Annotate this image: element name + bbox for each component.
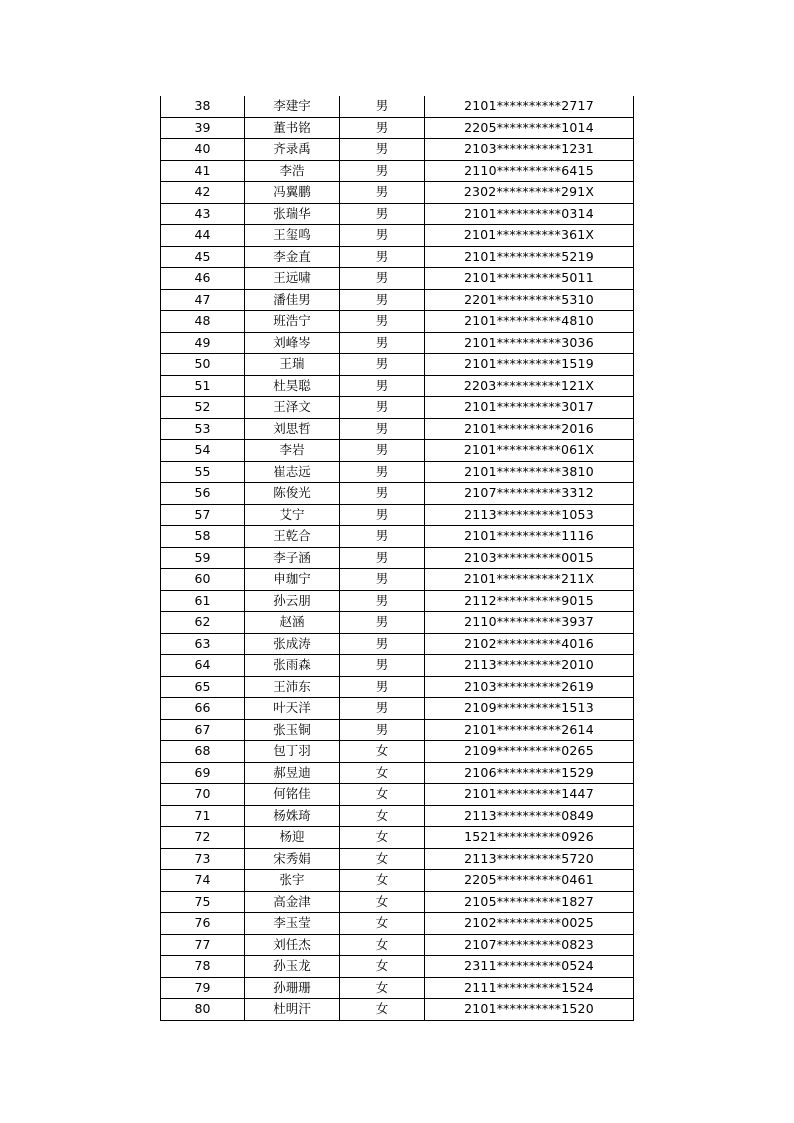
table-row [161,848,634,870]
name-cell: 高金津 [245,891,340,913]
gender-cell: 男 [340,569,425,591]
row-number-cell: 60 [161,569,245,591]
id-number-cell: 2101**********1520 [425,999,634,1021]
name-cell: 何铭佳 [245,784,340,806]
name-cell: 刘任杰 [245,934,340,956]
id-number-cell: 2101**********211X [425,569,634,591]
name-cell: 陈俊光 [245,483,340,505]
name-cell: 李子涵 [245,547,340,569]
name-cell: 王乾合 [245,526,340,548]
table-row [161,547,634,569]
name-cell: 张雨森 [245,655,340,677]
id-number-cell: 2106**********1529 [425,762,634,784]
name-cell: 王泽文 [245,397,340,419]
id-number-cell: 2110**********3937 [425,612,634,634]
gender-cell: 男 [340,418,425,440]
row-number-cell: 71 [161,805,245,827]
id-number-cell: 2105**********1827 [425,891,634,913]
name-cell: 孙珊珊 [245,977,340,999]
name-cell: 申珈宁 [245,569,340,591]
id-number-cell: 2101**********1447 [425,784,634,806]
row-number-cell: 45 [161,246,245,268]
table-row [161,762,634,784]
table-row [161,332,634,354]
row-number-cell: 40 [161,139,245,161]
name-cell: 郝昱迪 [245,762,340,784]
table-row [161,934,634,956]
id-number-cell: 2302**********291X [425,182,634,204]
table-row [161,225,634,247]
gender-cell: 男 [340,483,425,505]
name-cell: 李金直 [245,246,340,268]
table-row [161,182,634,204]
gender-cell: 男 [340,440,425,462]
row-number-cell: 51 [161,375,245,397]
gender-cell: 男 [340,719,425,741]
id-number-cell: 2101**********0314 [425,203,634,225]
table-row [161,977,634,999]
name-cell: 班浩宁 [245,311,340,333]
id-number-cell: 2102**********4016 [425,633,634,655]
id-number-cell: 2102**********0025 [425,913,634,935]
roster-table-body [161,96,634,1020]
gender-cell: 男 [340,547,425,569]
id-number-cell: 2113**********1053 [425,504,634,526]
table-row [161,289,634,311]
row-number-cell: 39 [161,117,245,139]
table-row [161,633,634,655]
name-cell: 张宇 [245,870,340,892]
row-number-cell: 46 [161,268,245,290]
row-number-cell: 64 [161,655,245,677]
row-number-cell: 67 [161,719,245,741]
name-cell: 孙玉龙 [245,956,340,978]
name-cell: 李浩 [245,160,340,182]
table-row [161,246,634,268]
id-number-cell: 2107**********3312 [425,483,634,505]
roster-table [160,96,634,1021]
table-row [161,870,634,892]
row-number-cell: 48 [161,311,245,333]
name-cell: 张瑞华 [245,203,340,225]
id-number-cell: 2101**********061X [425,440,634,462]
gender-cell: 女 [340,848,425,870]
gender-cell: 女 [340,827,425,849]
table-row [161,440,634,462]
name-cell: 王远啸 [245,268,340,290]
gender-cell: 男 [340,246,425,268]
gender-cell: 男 [340,289,425,311]
id-number-cell: 2101**********3017 [425,397,634,419]
table-row [161,891,634,913]
id-number-cell: 2201**********5310 [425,289,634,311]
name-cell: 杜昊聪 [245,375,340,397]
table-row [161,784,634,806]
name-cell: 宋秀娟 [245,848,340,870]
table-row [161,719,634,741]
table-row [161,268,634,290]
id-number-cell: 2205**********1014 [425,117,634,139]
id-number-cell: 2103**********2619 [425,676,634,698]
table-row [161,698,634,720]
row-number-cell: 38 [161,96,245,117]
table-row [161,96,634,117]
gender-cell: 男 [340,375,425,397]
table-row [161,999,634,1021]
gender-cell: 男 [340,655,425,677]
id-number-cell: 2203**********121X [425,375,634,397]
gender-cell: 男 [340,504,425,526]
row-number-cell: 49 [161,332,245,354]
id-number-cell: 2101**********1116 [425,526,634,548]
id-number-cell: 2101**********3036 [425,332,634,354]
row-number-cell: 57 [161,504,245,526]
row-number-cell: 47 [161,289,245,311]
id-number-cell: 2109**********1513 [425,698,634,720]
name-cell: 叶天洋 [245,698,340,720]
row-number-cell: 43 [161,203,245,225]
row-number-cell: 63 [161,633,245,655]
name-cell: 李岩 [245,440,340,462]
id-number-cell: 2113**********0849 [425,805,634,827]
gender-cell: 男 [340,225,425,247]
table-row [161,805,634,827]
row-number-cell: 75 [161,891,245,913]
gender-cell: 女 [340,956,425,978]
name-cell: 赵涵 [245,612,340,634]
gender-cell: 男 [340,96,425,117]
gender-cell: 男 [340,397,425,419]
row-number-cell: 62 [161,612,245,634]
id-number-cell: 2101**********4810 [425,311,634,333]
table-row [161,418,634,440]
gender-cell: 男 [340,612,425,634]
name-cell: 齐录禹 [245,139,340,161]
id-number-cell: 2110**********6415 [425,160,634,182]
table-row [161,375,634,397]
id-number-cell: 2101**********1519 [425,354,634,376]
gender-cell: 男 [340,311,425,333]
table-row [161,483,634,505]
table-row [161,397,634,419]
name-cell: 包丁羽 [245,741,340,763]
name-cell: 张成涛 [245,633,340,655]
name-cell: 杨迎 [245,827,340,849]
id-number-cell: 2101**********3810 [425,461,634,483]
row-number-cell: 50 [161,354,245,376]
name-cell: 刘峰岑 [245,332,340,354]
table-row [161,160,634,182]
id-number-cell: 2101**********361X [425,225,634,247]
gender-cell: 男 [340,203,425,225]
row-number-cell: 44 [161,225,245,247]
id-number-cell: 2101**********2016 [425,418,634,440]
id-number-cell: 2311**********0524 [425,956,634,978]
id-number-cell: 2109**********0265 [425,741,634,763]
id-number-cell: 2101**********5011 [425,268,634,290]
gender-cell: 女 [340,784,425,806]
name-cell: 刘思哲 [245,418,340,440]
name-cell: 李建宇 [245,96,340,117]
row-number-cell: 55 [161,461,245,483]
table-row [161,676,634,698]
id-number-cell: 2107**********0823 [425,934,634,956]
row-number-cell: 41 [161,160,245,182]
gender-cell: 女 [340,934,425,956]
row-number-cell: 66 [161,698,245,720]
gender-cell: 女 [340,741,425,763]
gender-cell: 男 [340,182,425,204]
name-cell: 杨姝琦 [245,805,340,827]
row-number-cell: 80 [161,999,245,1021]
row-number-cell: 77 [161,934,245,956]
gender-cell: 女 [340,870,425,892]
table-row [161,354,634,376]
row-number-cell: 53 [161,418,245,440]
gender-cell: 男 [340,590,425,612]
id-number-cell: 2112**********9015 [425,590,634,612]
id-number-cell: 2205**********0461 [425,870,634,892]
gender-cell: 女 [340,762,425,784]
name-cell: 艾宁 [245,504,340,526]
gender-cell: 男 [340,461,425,483]
id-number-cell: 2113**********2010 [425,655,634,677]
id-number-cell: 2101**********2717 [425,96,634,117]
id-number-cell: 2103**********0015 [425,547,634,569]
gender-cell: 男 [340,698,425,720]
id-number-cell: 2101**********2614 [425,719,634,741]
table-row [161,569,634,591]
row-number-cell: 70 [161,784,245,806]
gender-cell: 男 [340,526,425,548]
row-number-cell: 65 [161,676,245,698]
table-row [161,117,634,139]
id-number-cell: 2113**********5720 [425,848,634,870]
gender-cell: 男 [340,117,425,139]
row-number-cell: 73 [161,848,245,870]
row-number-cell: 72 [161,827,245,849]
row-number-cell: 79 [161,977,245,999]
table-row [161,741,634,763]
table-row [161,504,634,526]
row-number-cell: 68 [161,741,245,763]
name-cell: 王瑞 [245,354,340,376]
gender-cell: 男 [340,139,425,161]
row-number-cell: 58 [161,526,245,548]
table-row [161,203,634,225]
table-row [161,461,634,483]
gender-cell: 男 [340,354,425,376]
gender-cell: 男 [340,268,425,290]
table-row [161,139,634,161]
row-number-cell: 59 [161,547,245,569]
row-number-cell: 78 [161,956,245,978]
name-cell: 冯翼鹏 [245,182,340,204]
row-number-cell: 52 [161,397,245,419]
table-row [161,655,634,677]
id-number-cell: 2103**********1231 [425,139,634,161]
row-number-cell: 74 [161,870,245,892]
row-number-cell: 76 [161,913,245,935]
table-row [161,913,634,935]
row-number-cell: 42 [161,182,245,204]
id-number-cell: 2111**********1524 [425,977,634,999]
table-row [161,526,634,548]
name-cell: 崔志远 [245,461,340,483]
name-cell: 潘佳男 [245,289,340,311]
name-cell: 董书铭 [245,117,340,139]
row-number-cell: 56 [161,483,245,505]
gender-cell: 男 [340,160,425,182]
gender-cell: 女 [340,977,425,999]
gender-cell: 男 [340,332,425,354]
gender-cell: 女 [340,891,425,913]
gender-cell: 男 [340,676,425,698]
name-cell: 王玺鸣 [245,225,340,247]
name-cell: 王沛东 [245,676,340,698]
row-number-cell: 54 [161,440,245,462]
table-row [161,590,634,612]
table-row [161,956,634,978]
name-cell: 张玉铜 [245,719,340,741]
row-number-cell: 61 [161,590,245,612]
gender-cell: 女 [340,999,425,1021]
id-number-cell: 2101**********5219 [425,246,634,268]
name-cell: 孙云朋 [245,590,340,612]
gender-cell: 女 [340,805,425,827]
name-cell: 李玉莹 [245,913,340,935]
name-cell: 杜明汗 [245,999,340,1021]
gender-cell: 男 [340,633,425,655]
table-row [161,311,634,333]
id-number-cell: 1521**********0926 [425,827,634,849]
table-row [161,612,634,634]
row-number-cell: 69 [161,762,245,784]
gender-cell: 女 [340,913,425,935]
table-row [161,827,634,849]
